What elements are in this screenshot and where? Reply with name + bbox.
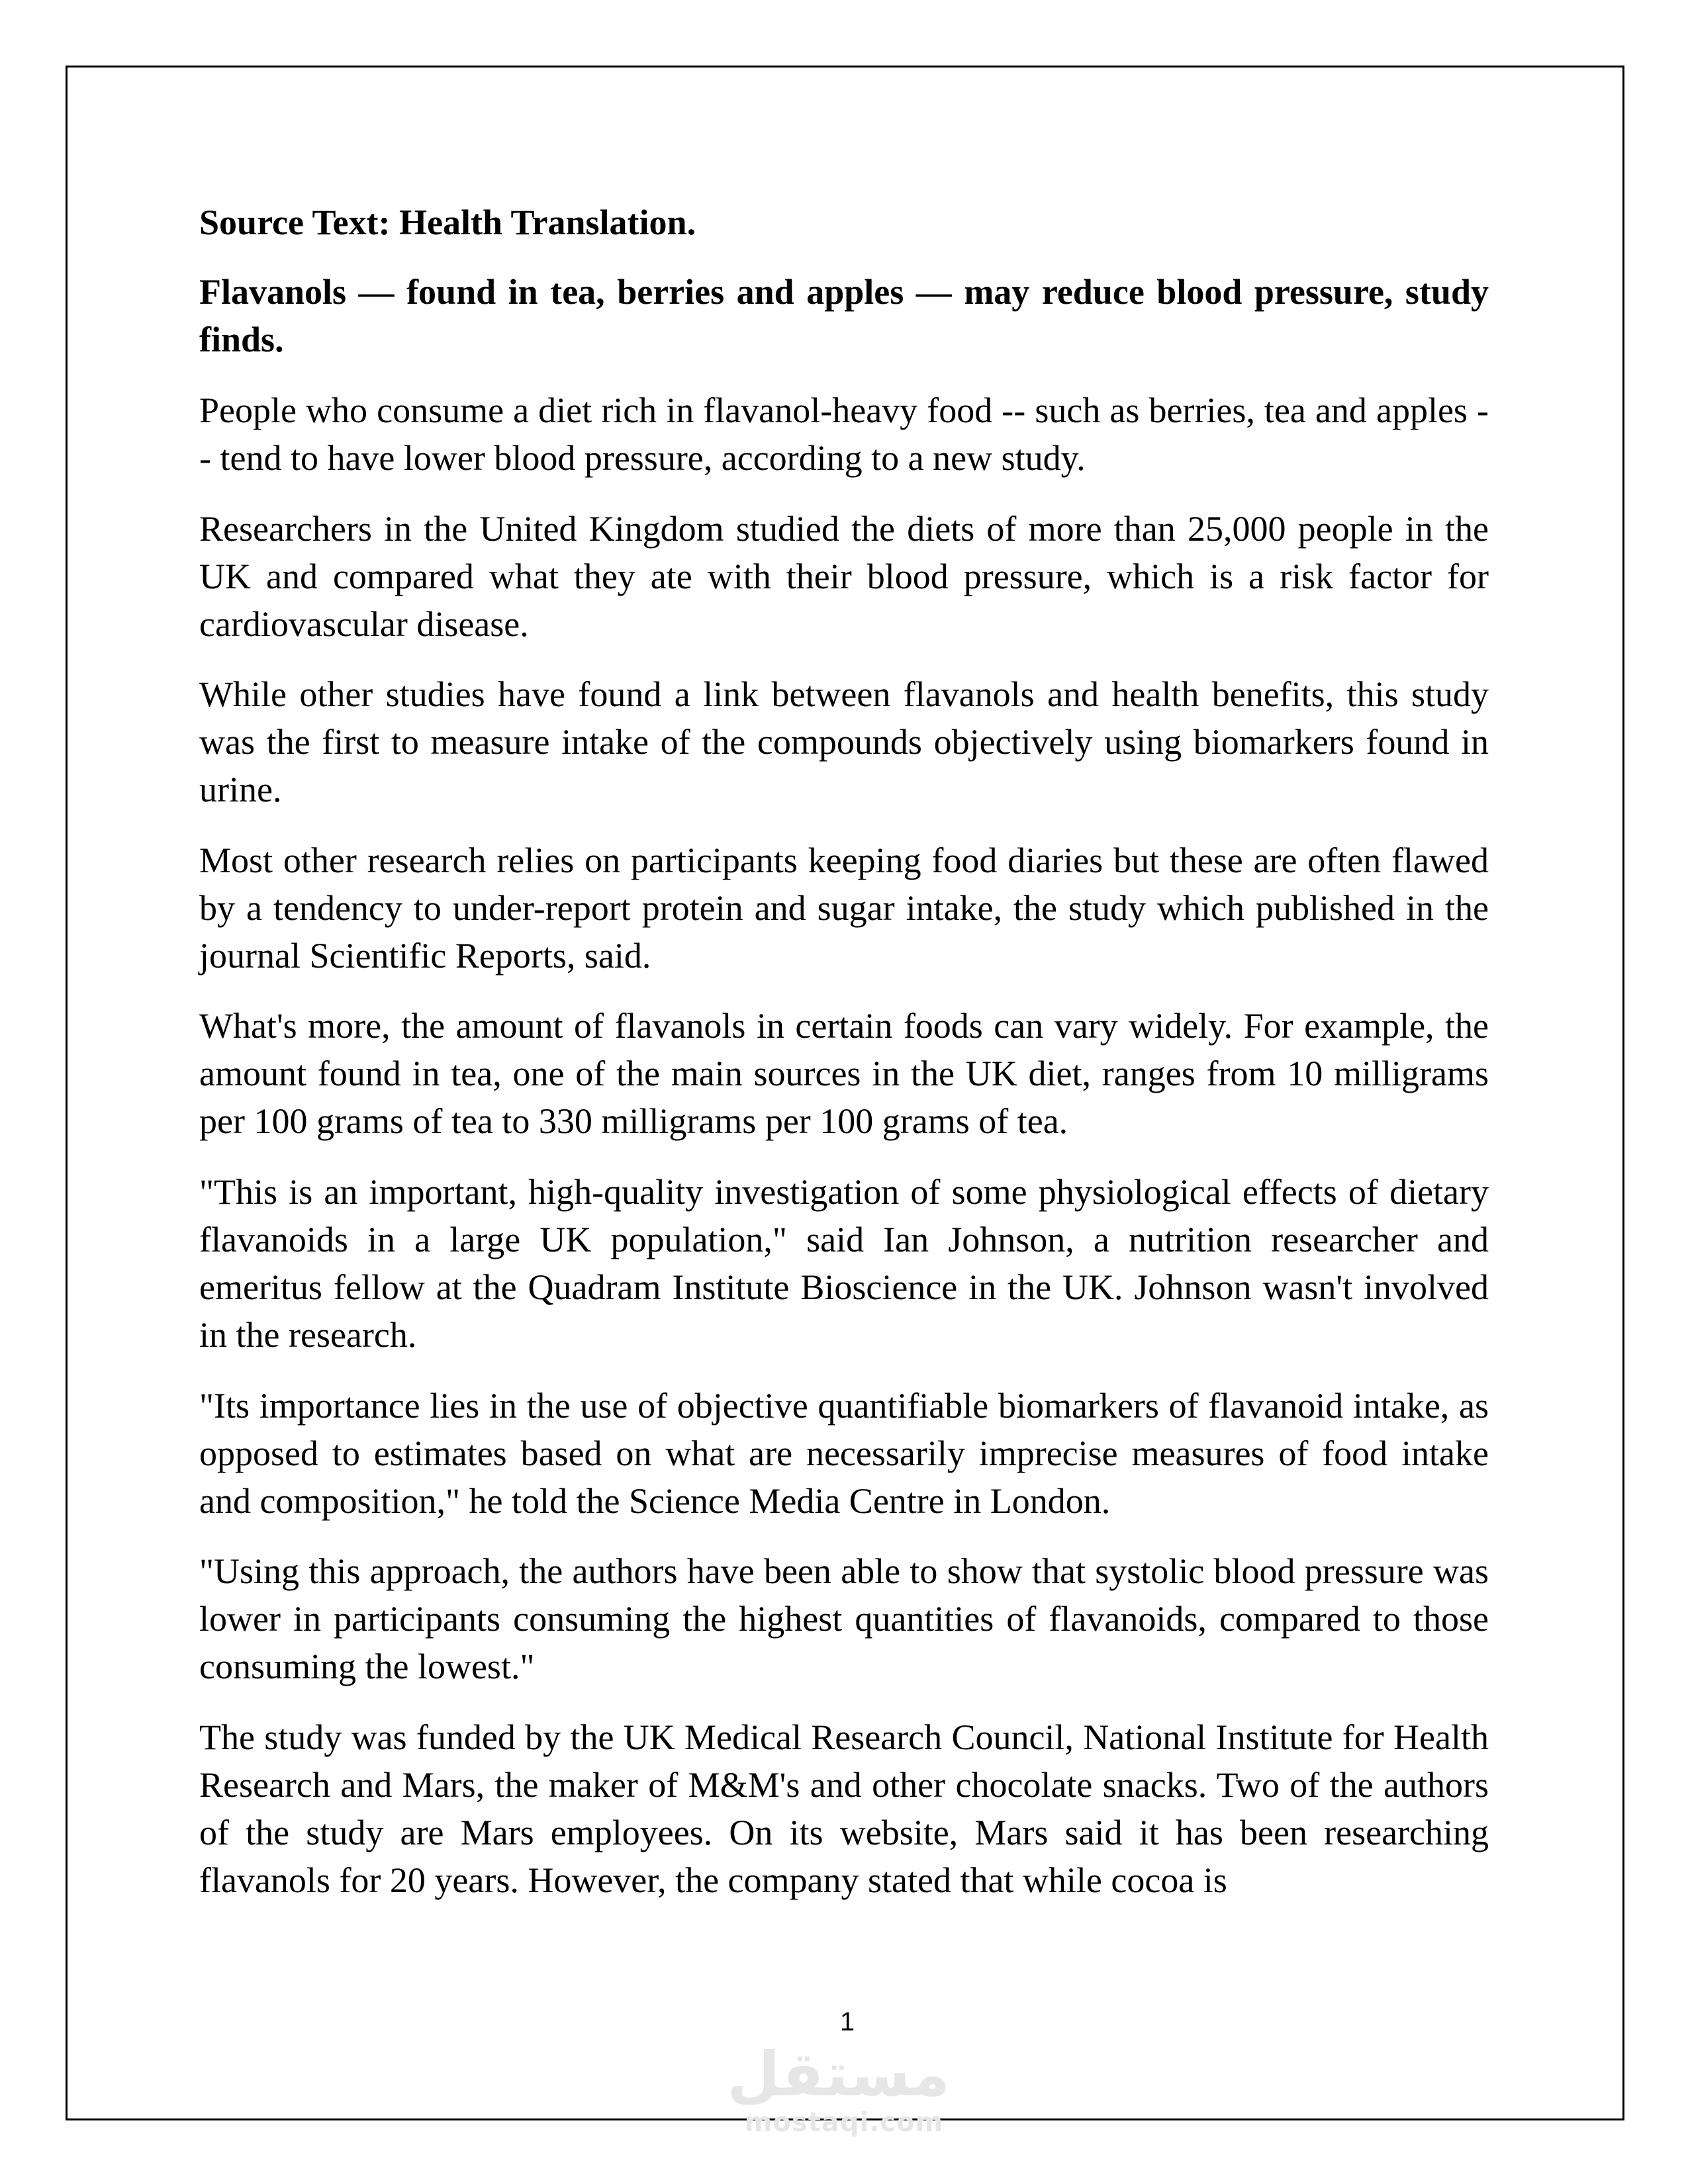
paragraph: Researchers in the United Kingdom studied the diets of more than 25,000 people in the UK and compared what they ate with their blood pressure, which is a risk factor for cardiovascular disease.: [199, 508, 1489, 644]
watermark-url-text: mostaqi.com: [744, 2107, 944, 2138]
document-title: Source Text: Health Translation.: [199, 203, 696, 242]
document-body: [199, 199, 1489, 1927]
paragraph: Most other research relies on participants keeping food diaries but these are often flawed by a tendency to under-report protein and sugar intake, the study which published in the journal Scientific Reports, said.: [199, 840, 1489, 976]
paragraph: While other studies have found a link between flavanols and health benefits, this study was the first to measure intake of the compounds objectively using biomarkers found in urine.: [199, 674, 1489, 810]
paragraph: "This is an important, high-quality investigation of some physiological effects of dietary flavanoids in a large UK population," said Ian Johnson, a nutrition researcher and emeritus fellow at the Quadram Institute Bioscience in the UK. Johnson wasn't involved in the research.: [199, 1171, 1489, 1355]
paragraph: What's more, the amount of flavanols in certain foods can vary widely. For example, the amount found in tea, one of the main sources in the UK diet, ranges from 10 milligrams per 100 grams of tea to 330 milligrams per 100 grams of tea.: [199, 1006, 1489, 1142]
paragraph: People who consume a diet rich in flavanol-heavy food -- such as berries, tea and apples -- tend to have lower blood pressure, according to a new study.: [199, 390, 1489, 478]
watermark-arabic-text: مستقل: [727, 2039, 950, 2110]
page-number: 1: [839, 2007, 855, 2036]
paragraph: "Its importance lies in the use of objective quantifiable biomarkers of flavanoid intake, as opposed to estimates based on what are necessarily imprecise measures of food intake and composition," he told the Science Media Centre in London.: [199, 1385, 1489, 1521]
paragraph: "Using this approach, the authors have been able to show that systolic blood pressure was lower in participants consuming the highest quantities of flavanoids, compared to those consuming the lowest.": [199, 1551, 1489, 1687]
paragraph: The study was funded by the UK Medical Research Council, National Institute for Health Research and Mars, the maker of M&M's and other chocolate snacks. Two of the authors of the study are Mars employees. On its website, Mars said it has been researching flavanols for 20 years. However, the company stated that while cocoa is: [199, 1717, 1489, 1900]
article-headline: Flavanols — found in tea, berries and apples — may reduce blood pressure, study finds.: [199, 272, 1489, 359]
